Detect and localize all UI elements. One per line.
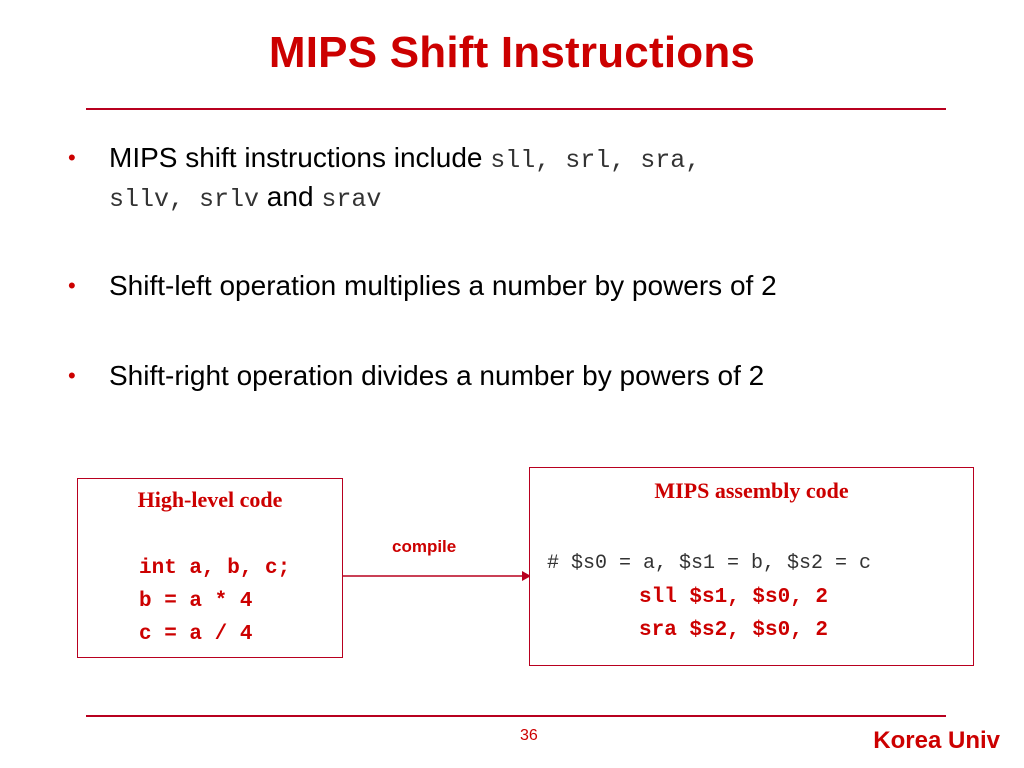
title-divider bbox=[86, 108, 946, 110]
page-number: 36 bbox=[520, 727, 538, 744]
assembly-comment: # $s0 = a, $s1 = b, $s2 = c bbox=[547, 552, 872, 575]
compile-label: compile bbox=[392, 537, 457, 556]
assembly-code-box bbox=[529, 467, 974, 666]
high-level-code-box bbox=[77, 478, 343, 658]
assembly-code-line: sra $s2, $s0, 2 bbox=[639, 619, 829, 642]
compile-arrow-icon bbox=[342, 566, 532, 586]
bullet-text: Shift-left operation multiplies a number by powers of 2 bbox=[109, 270, 777, 301]
bullet-icon: • bbox=[68, 273, 76, 298]
footer-divider bbox=[86, 715, 946, 717]
slide-title: MIPS Shift Instructions bbox=[268, 28, 756, 77]
footer-institution: Korea Univ bbox=[873, 727, 1000, 754]
bullet-text bbox=[109, 140, 969, 218]
bullet-icon: • bbox=[68, 363, 76, 388]
assembly-code-title: MIPS assembly code bbox=[654, 478, 849, 503]
bullet-text: Shift-right operation divides a number by powers of 2 bbox=[109, 360, 765, 391]
bullet-text-prefix: MIPS shift instructions include bbox=[109, 142, 491, 173]
assembly-code-line: sll $s1, $s0, 2 bbox=[639, 586, 829, 609]
inline-code: sll, srl, sra, bbox=[490, 146, 701, 175]
high-level-code-line: int a, b, c; bbox=[139, 557, 291, 580]
inline-code: srav bbox=[321, 185, 382, 214]
high-level-code-title: High-level code bbox=[137, 487, 283, 512]
bullet-icon: • bbox=[68, 145, 76, 170]
inline-code: sllv, srlv bbox=[109, 185, 260, 214]
high-level-code-line: b = a * 4 bbox=[139, 590, 253, 613]
high-level-code-line: c = a / 4 bbox=[139, 623, 253, 646]
bullet-text-connector: and bbox=[259, 181, 322, 212]
